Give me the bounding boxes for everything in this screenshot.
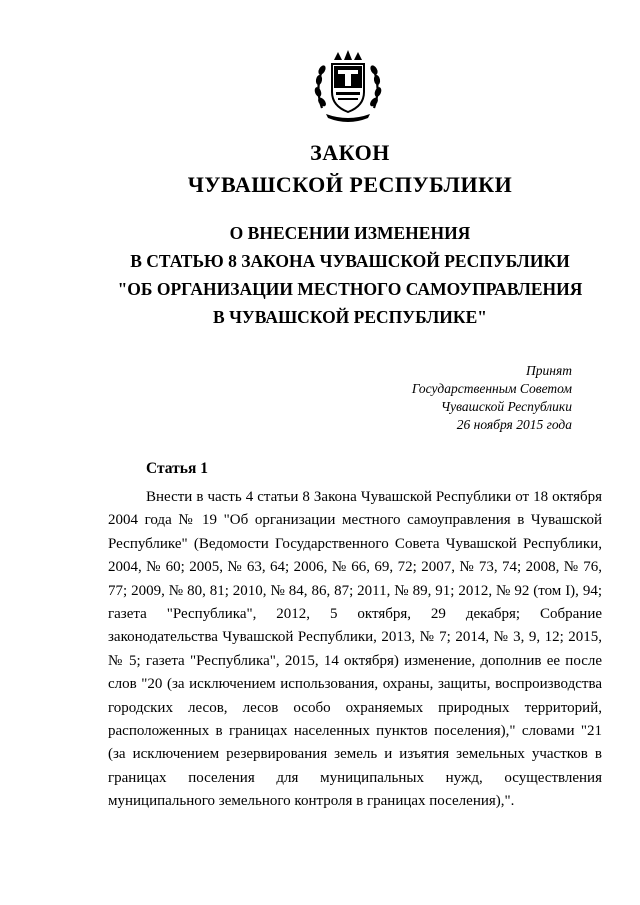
law-subtitle — [0, 219, 640, 331]
adoption-line: Чувашской Республики — [440, 399, 572, 414]
adoption-line: Принят — [526, 363, 572, 378]
article-body — [108, 486, 602, 814]
subtitle-line: О ВНЕСЕНИИ ИЗМЕНЕНИЯ — [229, 223, 471, 243]
law-title: ЗАКОН — [310, 140, 390, 165]
republic-title: ЧУВАШСКОЙ РЕСПУБЛИКИ — [187, 172, 513, 197]
subtitle-line: В ЧУВАШСКОЙ РЕСПУБЛИКЕ" — [213, 307, 487, 327]
adoption-note — [412, 362, 572, 434]
subtitle-line: В СТАТЬЮ 8 ЗАКОНА ЧУВАШСКОЙ РЕСПУБЛИКИ — [130, 251, 570, 271]
subtitle-line: "ОБ ОРГАНИЗАЦИИ МЕСТНОГО САМОУПРАВЛЕНИЯ — [117, 279, 583, 299]
article-paragraph: Внести в часть 4 статьи 8 Закона Чувашской Республики от 18 октября 2004 года № 19 "Об организации местного самоуправления в Чувашской Республике" (Ведомости Государственного Совета Чувашской Республики, 2004, № 60; 2005, № 63, 64; 2006, № 66, 69, 72; 2007, № 73, 74; 2008, № 76, 77; 2009, № 80, 81; 2010, № 84, 86, 87; 2011, № 89, 91; 2012, № 92 (том I), 94; газета "Республика", 2012, 5 октября, 29 декабря; Собрание законодательства Чувашской Республики, 2013, № 7; 2014, № 3, 9, 12; 2015, № 5; газета "Республика", 2015, 14 октября) изменение, дополнив ее после слов "20 (за исключением использования, охраны, защиты, воспроизводства городских лесов, лесов особо охраняемых природных территорий, расположенных в границах населенных пунктов поселения)," словами "21 (за исключением резервирования земель и изъятия земельных участков в границах поселения для муниципальных нужд, осуществления муниципального земельного контроля в границах поселения),". — [108, 489, 602, 810]
adoption-line: Государственным Советом — [411, 381, 572, 396]
article-title: Статья 1 — [146, 460, 208, 477]
adoption-date: 26 ноября 2015 года — [456, 417, 572, 432]
coat-of-arms-emblem — [312, 48, 384, 124]
